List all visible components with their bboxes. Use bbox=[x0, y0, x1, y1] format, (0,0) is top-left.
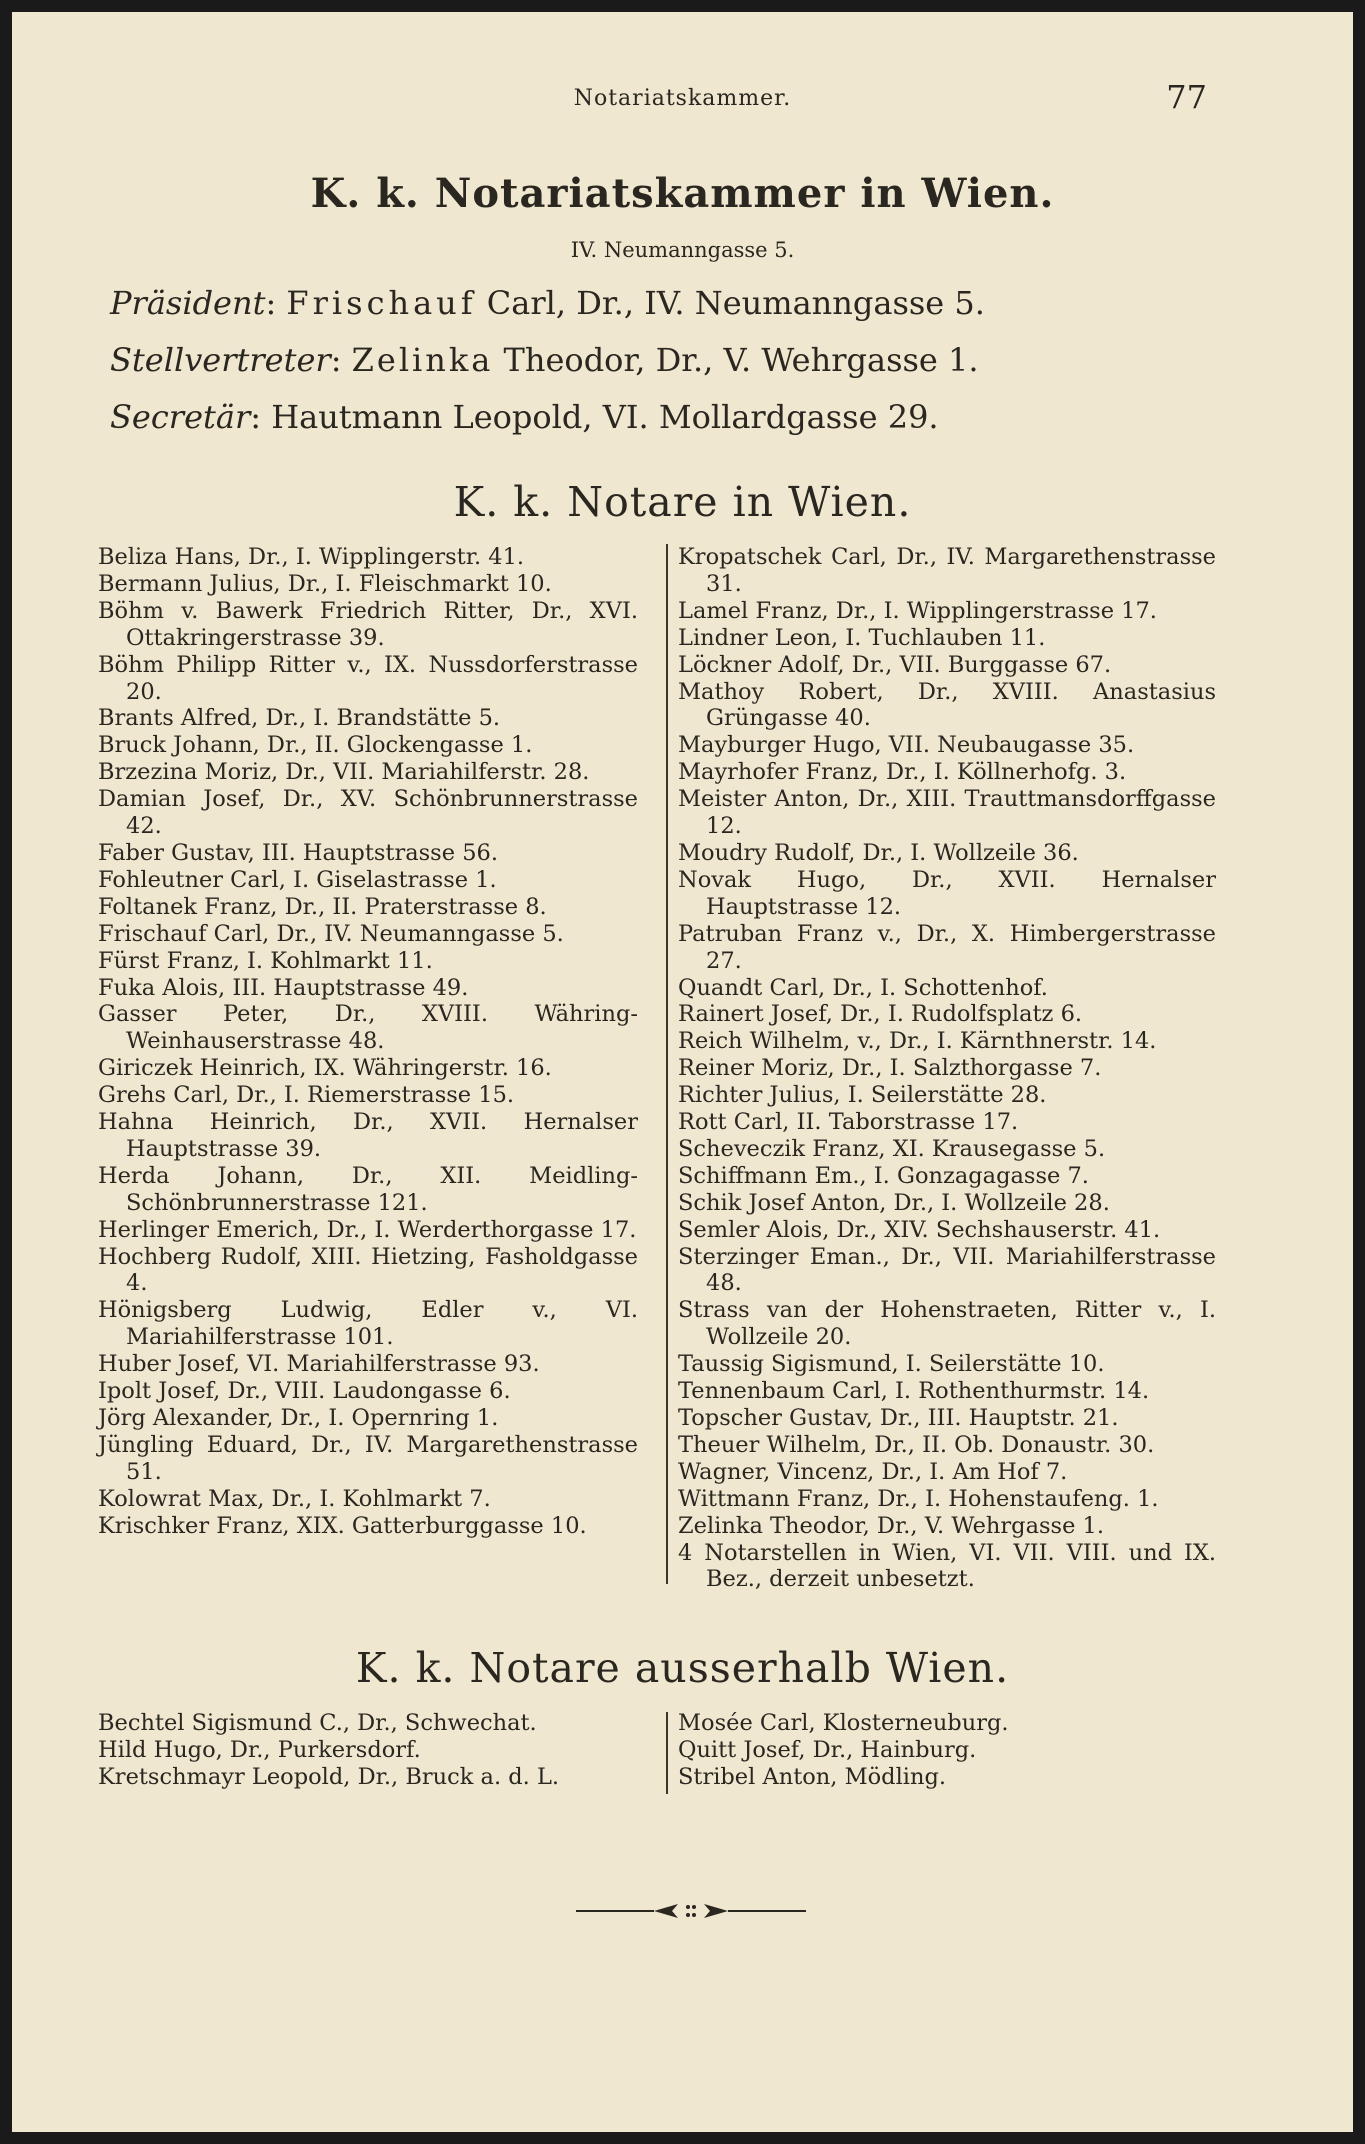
officer-role: Stellvertreter bbox=[110, 341, 331, 379]
notary-entry: Schiffmann Em., I. Gonzagagasse 7. bbox=[678, 1162, 1089, 1189]
notary-entry: Mathoy Robert, Dr., XVIII. Anastasius Grüngasse 40. bbox=[678, 678, 1216, 732]
notary-entry: Scheveczik Franz, XI. Krausegasse 5. bbox=[678, 1135, 1106, 1162]
notary-entry: Zelinka Theodor, Dr., V. Wehrgasse 1. bbox=[678, 1512, 1105, 1539]
notary-entry: Herlinger Emerich, Dr., I. Werderthorgasse 17. bbox=[98, 1216, 637, 1243]
notary-entry: Lamel Franz, Dr., I. Wipplingerstrasse 17. bbox=[678, 597, 1157, 624]
notary-entry: Grehs Carl, Dr., I. Riemerstrasse 15. bbox=[98, 1082, 515, 1109]
officer-secretary bbox=[110, 398, 939, 436]
notary-entry: Meister Anton, Dr., XIII. Trauttmansdorffgasse 12. bbox=[678, 786, 1216, 840]
notary-entry: Kretschmayr Leopold, Dr., Bruck a. d. L. bbox=[98, 1764, 560, 1790]
column-divider bbox=[666, 544, 668, 1584]
officer-president bbox=[110, 284, 985, 322]
notary-entry: Semler Alois, Dr., XIV. Sechshauserstr. 41. bbox=[678, 1216, 1161, 1243]
notary-entry: Wagner, Vincenz, Dr., I. Am Hof 7. bbox=[678, 1458, 1068, 1485]
notary-entry: Damian Josef, Dr., XV. Schönbrunnerstrasse 42. bbox=[98, 786, 638, 840]
notary-entry: Novak Hugo, Dr., XVII. Hernalser Hauptstrasse 12. bbox=[678, 866, 1216, 920]
section-title-outside: K. k. Notare ausserhalb Wien. bbox=[355, 1644, 1010, 1692]
notary-entry: Foltanek Franz, Dr., II. Praterstrasse 8. bbox=[98, 893, 547, 920]
running-head: Notariatskammer. bbox=[573, 86, 792, 111]
officer-details: Hautmann Leopold, VI. Mollardgasse 29. bbox=[261, 398, 939, 436]
notary-entry: Theuer Wilhelm, Dr., II. Ob. Donaustr. 30. bbox=[678, 1431, 1155, 1458]
notary-entry: Brzezina Moriz, Dr., VII. Mariahilferstr. 28. bbox=[98, 759, 590, 786]
section-title-vienna: K. k. Notare in Wien. bbox=[453, 478, 912, 526]
notary-entry: Hild Hugo, Dr., Purkersdorf. bbox=[98, 1737, 421, 1763]
outside-list-right bbox=[678, 1710, 1198, 1791]
notary-entry: Gasser Peter, Dr., XVIII. Währing-Weinhauserstrasse 48. bbox=[98, 1001, 638, 1055]
officer-sep: : bbox=[330, 341, 342, 379]
officer-role: Präsident bbox=[110, 284, 266, 322]
ornament-rule bbox=[576, 1896, 806, 1926]
notary-entry: Bruck Johann, Dr., II. Glockengasse 1. bbox=[98, 732, 533, 759]
notary-entry: Taussig Sigismund, I. Seilerstätte 10. bbox=[678, 1351, 1105, 1378]
officer-details: Theodor, Dr., V. Wehrgasse 1. bbox=[493, 341, 979, 379]
notary-entry: Jüngling Eduard, Dr., IV. Margarethenstrasse 51. bbox=[98, 1431, 638, 1485]
notary-entry: Fürst Franz, I. Kohlmarkt 11. bbox=[98, 947, 433, 974]
notary-entry: Bermann Julius, Dr., I. Fleischmarkt 10. bbox=[98, 570, 552, 597]
notary-entry: Sterzinger Eman., Dr., VII. Mariahilferstrasse 48. bbox=[678, 1243, 1216, 1297]
notary-entry: Beliza Hans, Dr., I. Wipplingerstr. 41. bbox=[98, 544, 525, 570]
notary-entry: Richter Julius, I. Seilerstätte 28. bbox=[678, 1082, 1047, 1109]
notary-entry: Schik Josef Anton, Dr., I. Wollzeile 28. bbox=[678, 1189, 1110, 1216]
notary-entry: Herda Johann, Dr., XII. Meidling-Schönbrunnerstrasse 121. bbox=[98, 1162, 638, 1216]
notary-entry: Jörg Alexander, Dr., I. Opernring 1. bbox=[98, 1405, 499, 1431]
officer-deputy bbox=[110, 341, 979, 379]
officer-details: Carl, Dr., IV. Neumanngasse 5. bbox=[476, 284, 985, 322]
officer-surname: Frischauf bbox=[286, 284, 477, 322]
notary-entry: Rott Carl, II. Taborstrasse 17. bbox=[678, 1109, 1019, 1136]
notary-entry: Fuka Alois, III. Hauptstrasse 49. bbox=[98, 974, 469, 1001]
notary-entry: Mayburger Hugo, VII. Neubaugasse 35. bbox=[678, 732, 1135, 759]
notary-entry: Topscher Gustav, Dr., III. Hauptstr. 21. bbox=[678, 1405, 1119, 1431]
notary-list-right bbox=[678, 544, 1216, 1593]
outside-list-left bbox=[98, 1710, 658, 1791]
notary-entry: Moudry Rudolf, Dr., I. Wollzeile 36. bbox=[678, 839, 1079, 866]
notary-entry: Hahna Heinrich, Dr., XVII. Hernalser Hauptstrasse 39. bbox=[98, 1109, 638, 1162]
chamber-address: IV. Neumanngasse 5. bbox=[570, 238, 795, 262]
notary-entry: Hönigsberg Ludwig, Edler v., VI. Mariahilferstrasse 101. bbox=[98, 1297, 638, 1351]
notary-entry: Frischauf Carl, Dr., IV. Neumanngasse 5. bbox=[98, 920, 564, 947]
notary-entry: Patruban Franz v., Dr., X. Himbergerstrasse 27. bbox=[678, 920, 1216, 974]
notary-entry: Quitt Josef, Dr., Hainburg. bbox=[678, 1737, 977, 1763]
column-divider bbox=[666, 1712, 668, 1794]
notary-entry: Tennenbaum Carl, I. Rothenthurmstr. 14. bbox=[678, 1378, 1150, 1405]
notary-entry: Stribel Anton, Mödling. bbox=[678, 1764, 947, 1790]
notary-entry: Kolowrat Max, Dr., I. Kohlmarkt 7. bbox=[98, 1485, 491, 1512]
notary-entry: Wittmann Franz, Dr., I. Hohenstaufeng. 1. bbox=[678, 1485, 1159, 1512]
notary-entry: Strass van der Hohenstraeten, Ritter v., I. Wollzeile 20. bbox=[678, 1297, 1216, 1351]
chamber-title: K. k. Notariatskammer in Wien. bbox=[310, 170, 1055, 217]
notary-entry: Huber Josef, VI. Mariahilferstrasse 93. bbox=[98, 1351, 540, 1378]
page-number: 77 bbox=[1166, 78, 1207, 116]
notary-entry: Löckner Adolf, Dr., VII. Burggasse 67. bbox=[678, 651, 1112, 678]
notary-entry: Ipolt Josef, Dr., VIII. Laudongasse 6. bbox=[98, 1378, 511, 1405]
notary-entry: Reiner Moriz, Dr., I. Salzthorgasse 7. bbox=[678, 1055, 1102, 1082]
notary-entry: Böhm v. Bawerk Friedrich Ritter, Dr., XVI. Ottakringerstrasse 39. bbox=[98, 597, 638, 651]
notary-entry: Lindner Leon, I. Tuchlauben 11. bbox=[678, 624, 1046, 651]
notary-entry: Fohleutner Carl, I. Giselastrasse 1. bbox=[98, 866, 497, 893]
notary-entry: Hochberg Rudolf, XIII. Hietzing, Fasholdgasse 4. bbox=[98, 1243, 638, 1297]
notary-entry: Giriczek Heinrich, IX. Währingerstr. 16. bbox=[98, 1055, 552, 1082]
notary-entry: Krischker Franz, XIX. Gatterburggasse 10. bbox=[98, 1512, 587, 1539]
notary-entry: Mosée Carl, Klosterneuburg. bbox=[678, 1710, 1009, 1736]
notary-entry: Reich Wilhelm, v., Dr., I. Kärnthnerstr. 14. bbox=[678, 1028, 1157, 1055]
notary-entry: Bechtel Sigismund C., Dr., Schwechat. bbox=[98, 1710, 537, 1736]
notary-entry: Faber Gustav, III. Hauptstrasse 56. bbox=[98, 839, 498, 866]
notary-entry: Mayrhofer Franz, Dr., I. Köllnerhofg. 3. bbox=[678, 759, 1127, 786]
notary-entry: Rainert Josef, Dr., I. Rudolfsplatz 6. bbox=[678, 1001, 1083, 1028]
notary-entry: Kropatschek Carl, Dr., IV. Margarethenstrasse 31. bbox=[678, 544, 1216, 597]
notary-entry: Böhm Philipp Ritter v., IX. Nussdorferstrasse 20. bbox=[98, 651, 638, 705]
notary-entry: Brants Alfred, Dr., I. Brandstätte 5. bbox=[98, 705, 501, 732]
notary-entry: 4 Notarstellen in Wien, VI. VII. VIII. und IX. Bez., derzeit unbesetzt. bbox=[678, 1539, 1216, 1593]
officer-role: Secretär bbox=[110, 398, 251, 436]
book-page bbox=[12, 12, 1353, 2132]
notary-entry: Quandt Carl, Dr., I. Schottenhof. bbox=[678, 974, 1048, 1001]
officer-surname: Zelinka bbox=[351, 341, 494, 379]
officer-sep: : bbox=[250, 398, 262, 436]
officer-sep: : bbox=[265, 284, 277, 322]
notary-list-left bbox=[98, 544, 638, 1540]
